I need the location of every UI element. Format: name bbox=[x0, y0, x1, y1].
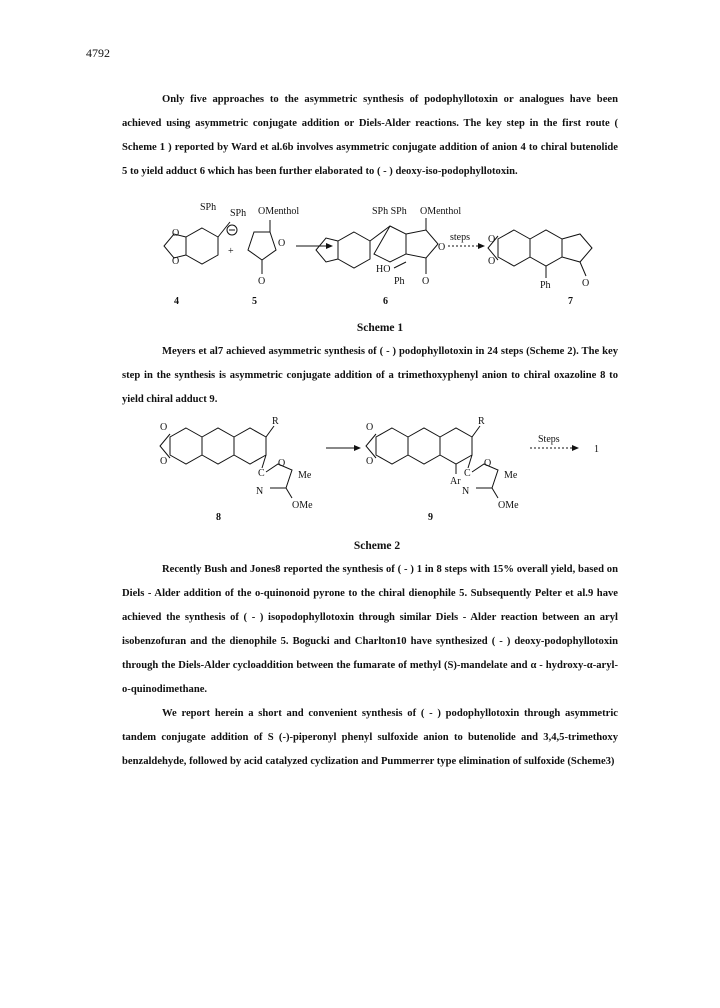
s2-o2: O bbox=[484, 458, 492, 469]
s1-o2: O bbox=[422, 276, 430, 287]
s1-sph-top: SPh bbox=[200, 202, 217, 213]
paragraph-this-work-text: We report herein a short and convenient synthesis of ( - ) podophyllotoxin through asymmetric tandem conjugate addition of S (-)-piperonyl phenyl sulfoxide anion to butenolide and 3,4,5-trimethoxy benzaldehyde, followed by acid catalyzed cyclization and Pummerrer type elimination of sulfoxide (Scheme3) bbox=[122, 708, 618, 767]
scheme-1-caption: Scheme 1 bbox=[356, 322, 404, 334]
s2-o-a: O bbox=[160, 422, 168, 433]
s2-ome2: OMe bbox=[498, 500, 519, 511]
s1-sph-second: SPh bbox=[230, 208, 247, 219]
s2-steps: Steps bbox=[538, 434, 560, 445]
s1-steps: steps bbox=[450, 232, 470, 243]
compound-label-7: 7 bbox=[568, 296, 573, 307]
s2-n1: N bbox=[256, 486, 264, 497]
s1-o-carbonyl: O bbox=[258, 276, 266, 287]
s1-sph-sph: SPh SPh bbox=[372, 206, 407, 217]
scheme-1-diagram bbox=[150, 198, 610, 316]
s1-ph1: Ph bbox=[394, 276, 405, 287]
s1-o-ring: O bbox=[278, 238, 286, 249]
compound-label-9: 9 bbox=[428, 512, 433, 523]
s1-ho: HO bbox=[376, 264, 391, 275]
paragraph-intro-text: Only five approaches to the asymmetric synthesis of podophyllotoxin or analogues have been achieved using asymmetric conjugate addition or Diels-Alder reactions. The key step in the first route ( Scheme 1 ) reported by Ward et al.6b involves asymmetric conjugate addition of anion 4 to chiral butenolide 5 to yield adduct 6 which has been further elaborated to ( - ) deoxy-iso-podophyllotoxin. bbox=[122, 94, 618, 177]
s1-ph2: Ph bbox=[540, 280, 551, 291]
s2-me1: Me bbox=[298, 470, 312, 481]
paragraph-meyers bbox=[122, 340, 618, 412]
paragraph-recent-syntheses-text: Recently Bush and Jones8 reported the synthesis of ( - ) 1 in 8 steps with 15% overall yield, based on Diels - Alder addition of the o-quinonoid pyrone to the chiral dienophile 5. Subsequently Pelter et al.9 have achieved the synthesis of ( - ) isopodophyllotoxin through similar Diels - Alder reaction between an aryl isobenzofuran and the dienophile 5. Bogucki and Charlton10 have synthesized ( - ) deoxy-podophyllotoxin through the Diels-Alder cycloaddition between the fumarate of methyl (S)-mandelate and α - hydroxy-α-aryl-o-quinodimethane. bbox=[122, 564, 618, 695]
scheme-2-diagram bbox=[150, 412, 610, 516]
s2-r2: R bbox=[478, 416, 485, 427]
s2-o-c: O bbox=[366, 422, 374, 433]
s1-omenthol2: OMenthol bbox=[420, 206, 462, 217]
s1-o-b: O bbox=[172, 256, 180, 267]
paragraph-intro bbox=[122, 88, 618, 184]
s1-o-a: O bbox=[172, 228, 180, 239]
paragraph-meyers-text: Meyers et al7 achieved asymmetric synthesis of ( - ) podophyllotoxin in 24 steps (Scheme 2). The key step in the synthesis is asymmetric conjugate addition of a trimethoxyphenyl anion to chiral oxazoline 8 to yield chiral adduct 9. bbox=[122, 346, 618, 405]
s2-o1: O bbox=[278, 458, 286, 469]
page-number: 4792 bbox=[86, 46, 110, 60]
s2-ar: Ar bbox=[450, 476, 461, 487]
s1-o-c: O bbox=[488, 234, 496, 245]
compound-label-6: 6 bbox=[383, 296, 388, 307]
paragraph-recent-syntheses bbox=[122, 558, 618, 702]
s2-r1: R bbox=[272, 416, 279, 427]
s2-c1: C bbox=[258, 468, 265, 479]
s2-n2: N bbox=[462, 486, 470, 497]
s2-o-d: O bbox=[366, 456, 374, 467]
compound-label-4: 4 bbox=[174, 296, 179, 307]
compound-label-5: 5 bbox=[252, 296, 257, 307]
paragraph-this-work bbox=[122, 702, 618, 774]
s1-o-7: O bbox=[582, 278, 590, 289]
scheme-2-caption: Scheme 2 bbox=[353, 540, 401, 552]
s1-omenthol: OMenthol bbox=[258, 206, 300, 217]
s2-product: 1 bbox=[594, 444, 599, 455]
s2-c2: C bbox=[464, 468, 471, 479]
s1-o-d: O bbox=[488, 256, 496, 267]
s1-plus: + bbox=[228, 246, 234, 257]
compound-label-8: 8 bbox=[216, 512, 221, 523]
s2-o-b: O bbox=[160, 456, 168, 467]
s1-o1: O bbox=[438, 242, 446, 253]
s2-ome1: OMe bbox=[292, 500, 313, 511]
s2-me2: Me bbox=[504, 470, 518, 481]
